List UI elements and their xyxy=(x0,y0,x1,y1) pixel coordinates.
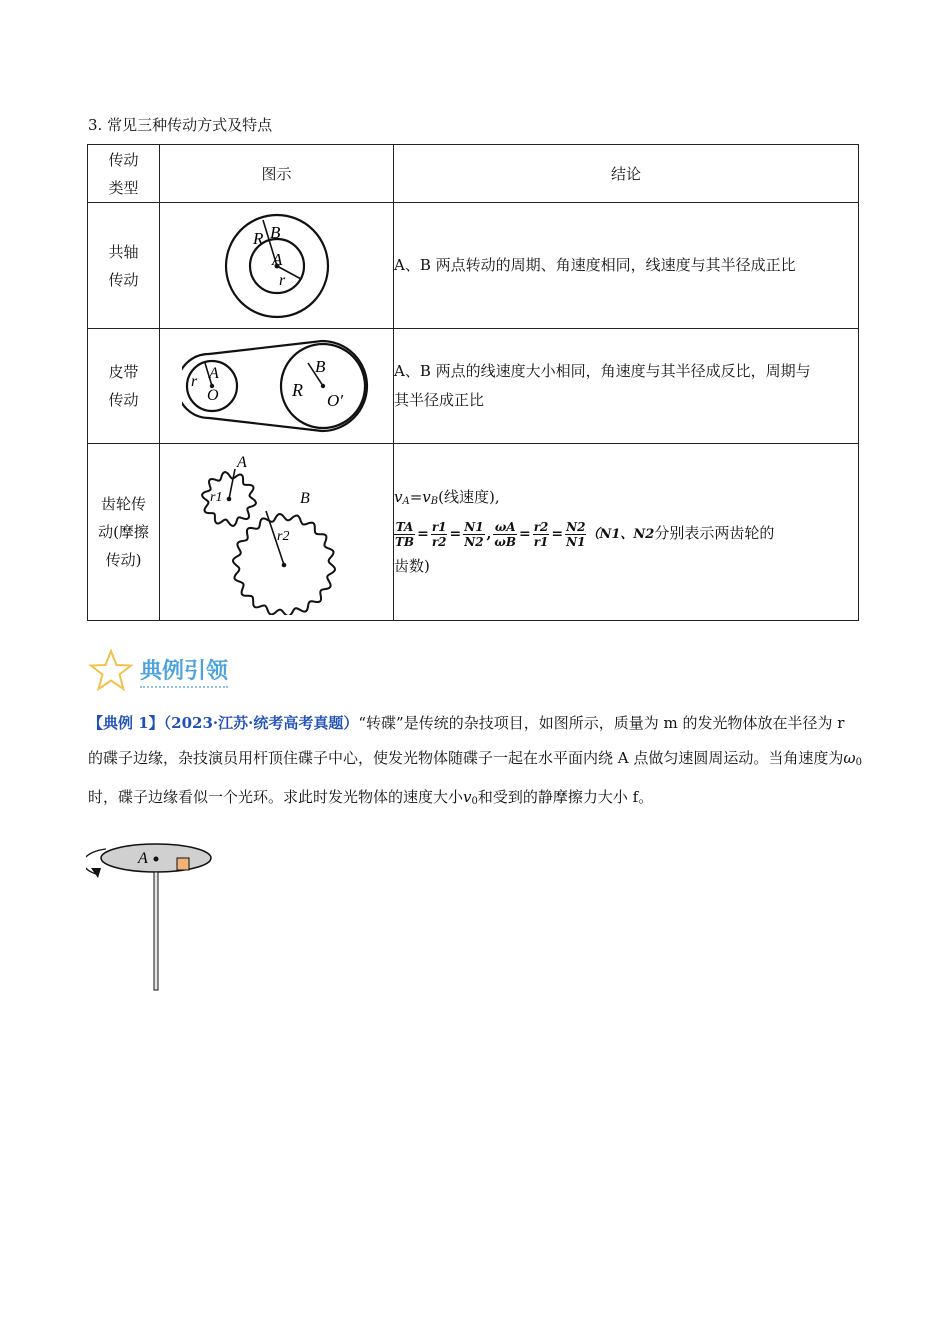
label-r1: r1 xyxy=(209,490,222,505)
label-A: A xyxy=(271,249,282,269)
type-cell: 共轴 传动 xyxy=(88,203,160,329)
label-B: B xyxy=(299,490,310,507)
label-R: R xyxy=(291,380,303,400)
label-O: O xyxy=(206,387,219,404)
label-B: B xyxy=(269,222,280,242)
type-cell: 皮带 传动 xyxy=(88,329,160,444)
type-cell: 齿轮传 动(摩擦 传动) xyxy=(88,444,160,621)
label-A: A xyxy=(208,365,219,382)
table-header-row xyxy=(88,145,859,203)
gear-line1: $v_A=v_B$(线速度), xyxy=(394,488,500,507)
belt-diagram xyxy=(182,338,372,434)
label-O-prime: O′ xyxy=(326,391,343,410)
table-row xyxy=(88,203,859,329)
spinning-disc-figure xyxy=(86,838,216,998)
header-conclusion: 结论 xyxy=(394,145,859,203)
label-r2: r2 xyxy=(276,529,289,544)
star-icon xyxy=(88,648,134,694)
conclusion-cell: A、B 两点转动的周期、角速度相同，线速度与其半径成正比 xyxy=(394,203,859,329)
section-banner xyxy=(88,648,229,698)
conclusion-cell: $v_A=v_B$(线速度), $\frac{TA}{TB}$ = $\frac{r1}{r2}$ = $\frac{N1}{N2}$ , $\frac{\omega A}{\omega B}$ = $\frac{r2}{r1}$ = $\frac{N2}{N1}$ （N1、N2分别表示两齿轮的 齿数) xyxy=(394,444,859,621)
table-row xyxy=(88,329,859,444)
coaxial-figure xyxy=(160,203,394,329)
example-tag: 【典例 1】（2023·江苏·统考高考真题） xyxy=(88,714,359,732)
table-row xyxy=(88,444,859,621)
label-r: r xyxy=(278,271,285,289)
section-heading: 3. 常见三种传动方式及特点 xyxy=(88,116,273,134)
section-underline xyxy=(140,686,228,688)
transmission-table xyxy=(87,144,859,621)
gear-formula: $\frac{TA}{TB}$ = $\frac{r1}{r2}$ = $\frac{N1}{N2}$ , $\frac{\omega A}{\omega B}$ = $\frac{r2}{r1}$ = $\frac{N2}{N1}$ （N1、N2分别表示两齿轮的 xyxy=(395,519,775,549)
coaxial-diagram xyxy=(222,211,332,321)
header-type: 传动 类型 xyxy=(88,145,160,203)
belt-figure xyxy=(160,329,394,444)
disc-diagram xyxy=(86,838,216,994)
gear-figure xyxy=(160,444,394,621)
conclusion-cell: A、B 两点的线速度大小相同，角速度与其半径成反比，周期与 其半径成正比 xyxy=(394,329,859,444)
section-title: 典例引领 xyxy=(140,659,229,684)
label-r: r xyxy=(190,373,197,390)
header-figure: 图示 xyxy=(160,145,394,203)
example-paragraph: 【典例 1】（2023·江苏·统考高考真题）“转碟”是传统的杂技项目，如图所示，质量为 m 的发光物体放在半径为 r 的碟子边缘，杂技演员用杆顶住碟子中心，使发光物体随碟子一起在水平面内绕 A 点做匀速圆周运动。当角速度为$\omega_0$时，碟子边缘看似一个光环。求此时发光物体的速度大小$v_0$和受到的静摩擦力大小 f。 xyxy=(88,714,862,807)
label-B: B xyxy=(314,357,325,376)
disc-label-A: A xyxy=(138,850,148,867)
label-R: R xyxy=(252,228,263,248)
label-A: A xyxy=(236,454,247,471)
gear-diagram xyxy=(187,449,367,615)
